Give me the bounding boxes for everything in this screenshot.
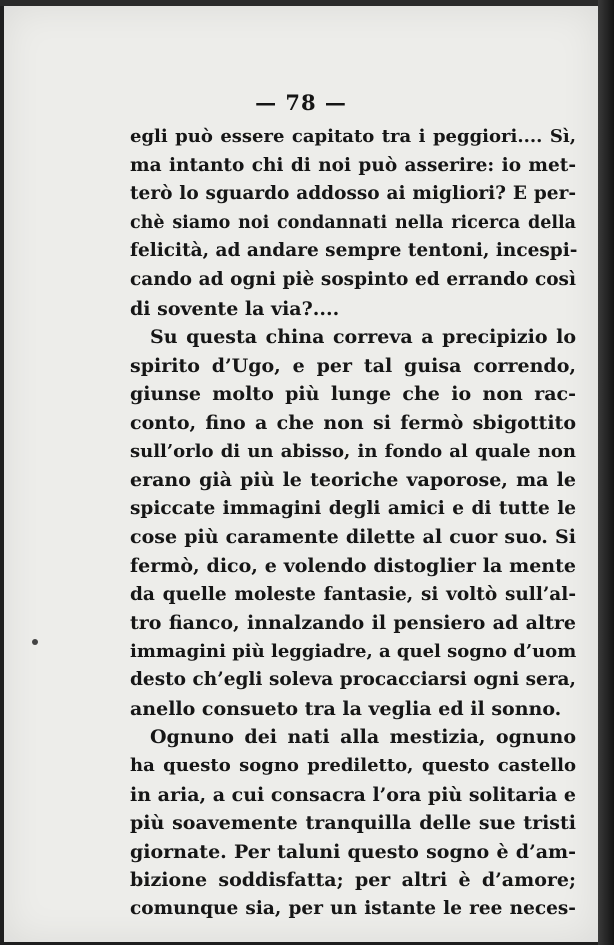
text-line: di sovente la via?.... xyxy=(130,297,340,320)
text-line: terò lo sguardo addosso ai migliori? E per- xyxy=(130,183,576,205)
book-page xyxy=(4,6,598,942)
text-line: ma intanto chi di noi può asserire: io met- xyxy=(130,154,576,176)
text-line: da quelle moleste fantasie, si voltò sull’al- xyxy=(130,583,576,605)
text-line: comunque sia, per un istante le ree neces- xyxy=(130,898,576,920)
text-line: desto ch’egli soleva procacciarsi ogni sera, xyxy=(130,669,576,691)
text-line: anello consueto tra la veglia ed il sonno. xyxy=(130,697,562,720)
text-line: immagini più leggiadre, a quel sogno d’uom xyxy=(130,640,577,662)
text-line: spiccate immagini degli amici e di tutte le xyxy=(130,497,576,519)
text-line: cando ad ogni piè sospinto ed errando così xyxy=(130,268,576,290)
text-line: erano già più le teoriche vaporose, ma le xyxy=(130,469,576,492)
text-line: conto, fino a che non si fermò sbigottito xyxy=(130,411,576,434)
text-line: felicità, ad andare sempre tentoni, incespi- xyxy=(130,240,578,262)
text-line: egli può essere capitato tra i peggiori.... Sì, xyxy=(130,126,576,147)
text-line: Ognuno dei nati alla mestizia, ognuno xyxy=(150,726,576,749)
page-number: — 78 — xyxy=(255,90,347,115)
text-line: in aria, a cui consacra l’ora più solitaria e xyxy=(130,783,576,806)
text-line: tro fianco, innalzando il pensiero ad altre xyxy=(130,612,576,635)
ink-speck xyxy=(32,639,38,645)
text-line: giunse molto più lunge che io non rac- xyxy=(130,383,576,406)
text-line: più soavemente tranquilla delle sue tristi xyxy=(130,812,576,835)
body-text xyxy=(130,123,576,924)
text-line: fermò, dico, e volendo distoglier la mente xyxy=(130,554,576,577)
text-line: sull’orlo di un abisso, in fondo al quale non xyxy=(130,440,576,462)
text-line: bizione soddisfatta; per altri è d’amore; xyxy=(130,869,576,892)
text-line: cose più caramente dilette al cuor suo. Si xyxy=(130,526,576,549)
text-line: spirito d’Ugo, e per tal guisa correndo, xyxy=(130,354,576,377)
text-line: chè siamo noi condannati nella ricerca della xyxy=(130,212,576,233)
text-line: Su questa china correva a precipizio lo xyxy=(150,326,576,349)
scan-right-edge xyxy=(598,0,614,945)
text-line: giornate. Per taluni questo sogno è d’am- xyxy=(130,840,576,863)
text-line: ha questo sogno prediletto, questo castello xyxy=(130,755,576,777)
